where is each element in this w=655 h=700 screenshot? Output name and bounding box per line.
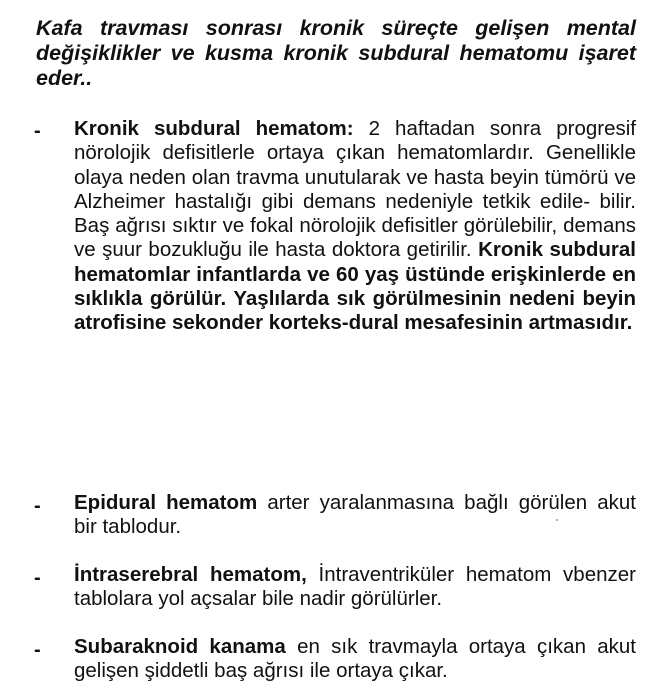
bullet-dash: - [34, 120, 41, 142]
item-title: İntraserebral hematom, [74, 563, 307, 586]
item-body: en sık travmayla ortaya çıkan akut gelişen şiddetli baş ağrısı ile ortaya çıkar. [74, 635, 637, 683]
item-body: 2 haftadan sonra progresif nörolojik defisitlerle ortaya çıkan hematomlardır. Genellikle olaya neden olan travma unutularak ve hasta beyin tümörü ve Alzheimer hastalığı gibi demans nedeniyle tetkik edile- bilir. Baş ağrısı sıktır ve fokal nörolojik defisitler görülebilir, demans ve şuur bozukluğu ile hasta doktora getirilir. [74, 117, 636, 262]
intro-paragraph: Kafa travması sonrası kronik süreçte gelişen mental değişiklikler ve kusma kronik subdural hematomu işaret eder.. [36, 16, 636, 90]
stray-dot [556, 519, 558, 521]
item-title: Subaraknoid kanama [74, 635, 286, 658]
item-body: arter yaralanmasına bağlı görülen akut bir tablodur. [74, 491, 636, 539]
item-emphasis: Kronik subdural hematomlar infantlarda ve 60 yaş üstünde erişkinlerde en sıklıkla görülür. Yaşlılarda sık görülmesinin nedeni beyin atrofisine sekonder korteks-dural mesafesinin artmasıdır. [74, 238, 637, 335]
item-body: İntraventriküler hematom vbenzer tablolara yol açsalar bile nadir görülürler. [74, 563, 636, 611]
bullet-dash: - [34, 495, 41, 517]
bullet-dash: - [34, 567, 41, 589]
item-title: Kronik subdural hematom: [74, 117, 354, 140]
bullet-dash: - [34, 639, 41, 661]
item-title: Epidural hematom [74, 491, 258, 514]
list-item-text [74, 491, 636, 540]
list-item-text [74, 635, 636, 684]
list-item-text [74, 563, 636, 612]
list-item-text [74, 117, 636, 336]
